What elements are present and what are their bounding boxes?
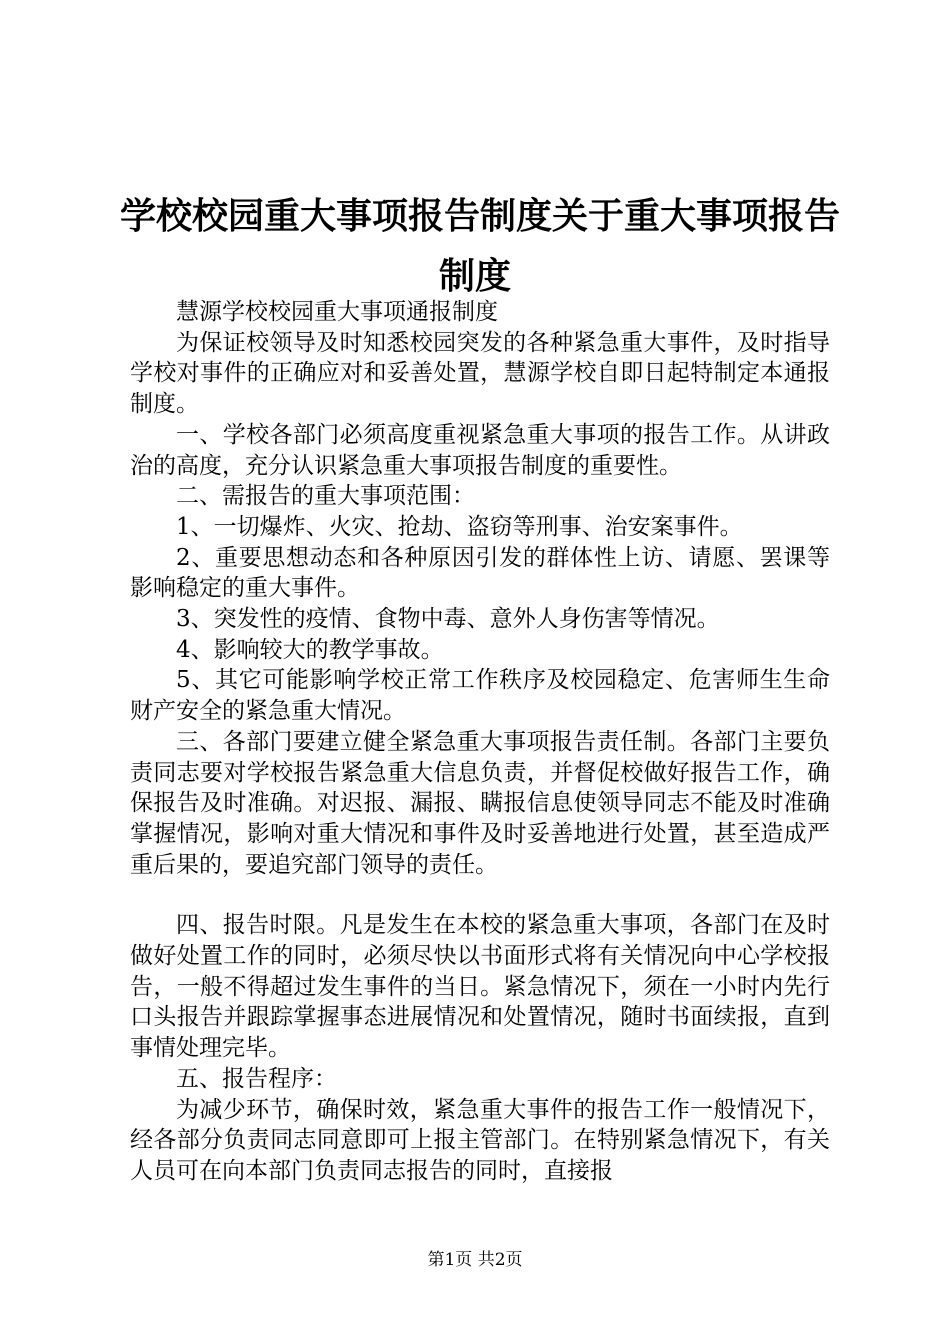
paragraph-intro: 为保证校领导及时知悉校园突发的各种紧急重大事件，及时指导学校对事件的正确应对和妥善处置，慧源学校自即日起特制定本通报制度。 — [130, 329, 830, 418]
document-title-line2: 制度 — [438, 255, 511, 297]
paragraph-item-2: 2、重要思想动态和各种原因引发的群体性上访、请愿、罢课等影响稳定的重大事件。 — [130, 544, 830, 602]
paragraph-subtitle: 慧源学校校园重大事项通报制度 — [176, 299, 498, 325]
paragraph-section-1: 一、学校各部门必须高度重视紧急重大事项的报告工作。从讲政治的高度，充分认识紧急重大事项报告制度的重要性。 — [130, 421, 830, 479]
paragraph-spacer — [130, 880, 830, 910]
paragraph-item-3: 3、突发性的疫情、食物中毒、意外人身伤害等情况。 — [176, 606, 720, 633]
paragraph-section-2: 二、需报告的重大事项范围： — [176, 483, 475, 510]
page-footer: 第1页 共2页 — [427, 1250, 523, 1270]
paragraph-item-1: 1、一切爆炸、火灾、抢劫、盗窃等刑事、治安案事件。 — [176, 513, 743, 540]
paragraph-item-5: 5、其它可能影响学校正常工作秩序及校园稳定、危害师生生命财产安全的紧急重大情况。 — [130, 667, 830, 725]
paragraph-section-5: 五、报告程序： — [176, 1065, 337, 1092]
document-title-line1: 学校校园重大事项报告制度关于重大事项报告 — [120, 195, 841, 237]
document-body — [130, 297, 830, 1187]
paragraph-procedure: 为减少环节，确保时效，紧急重大事件的报告工作一般情况下，经各部分负责同志同意即可上报主管部门。在特别紧急情况下，有关人员可在向本部门负责同志报告的同时，直接报 — [130, 1096, 830, 1184]
paragraph-section-4: 四、报告时限。凡是发生在本校的紧急重大事项，各部门在及时做好处置工作的同时，必须尽快以书面形式将有关情况向中心学校报告，一般不得超过发生事件的当日。紧急情况下，须在一小时内先行口头报告并跟踪掌握事态进展情况和处置情况，随时书面续报，直到事情处理完毕。 — [130, 912, 830, 1062]
paragraph-item-4: 4、影响较大的教学事故。 — [176, 636, 444, 663]
paragraph-section-3: 三、各部门要建立健全紧急重大事项报告责任制。各部门主要负责同志要对学校报告紧急重大信息负责，并督促校做好报告工作，确保报告及时准确。对迟报、漏报、瞒报信息使领导同志不能及时准确掌握情况，影响对重大情况和事件及时妥善地进行处置，甚至造成严重后果的，要追究部门领导的责任。 — [130, 728, 830, 878]
